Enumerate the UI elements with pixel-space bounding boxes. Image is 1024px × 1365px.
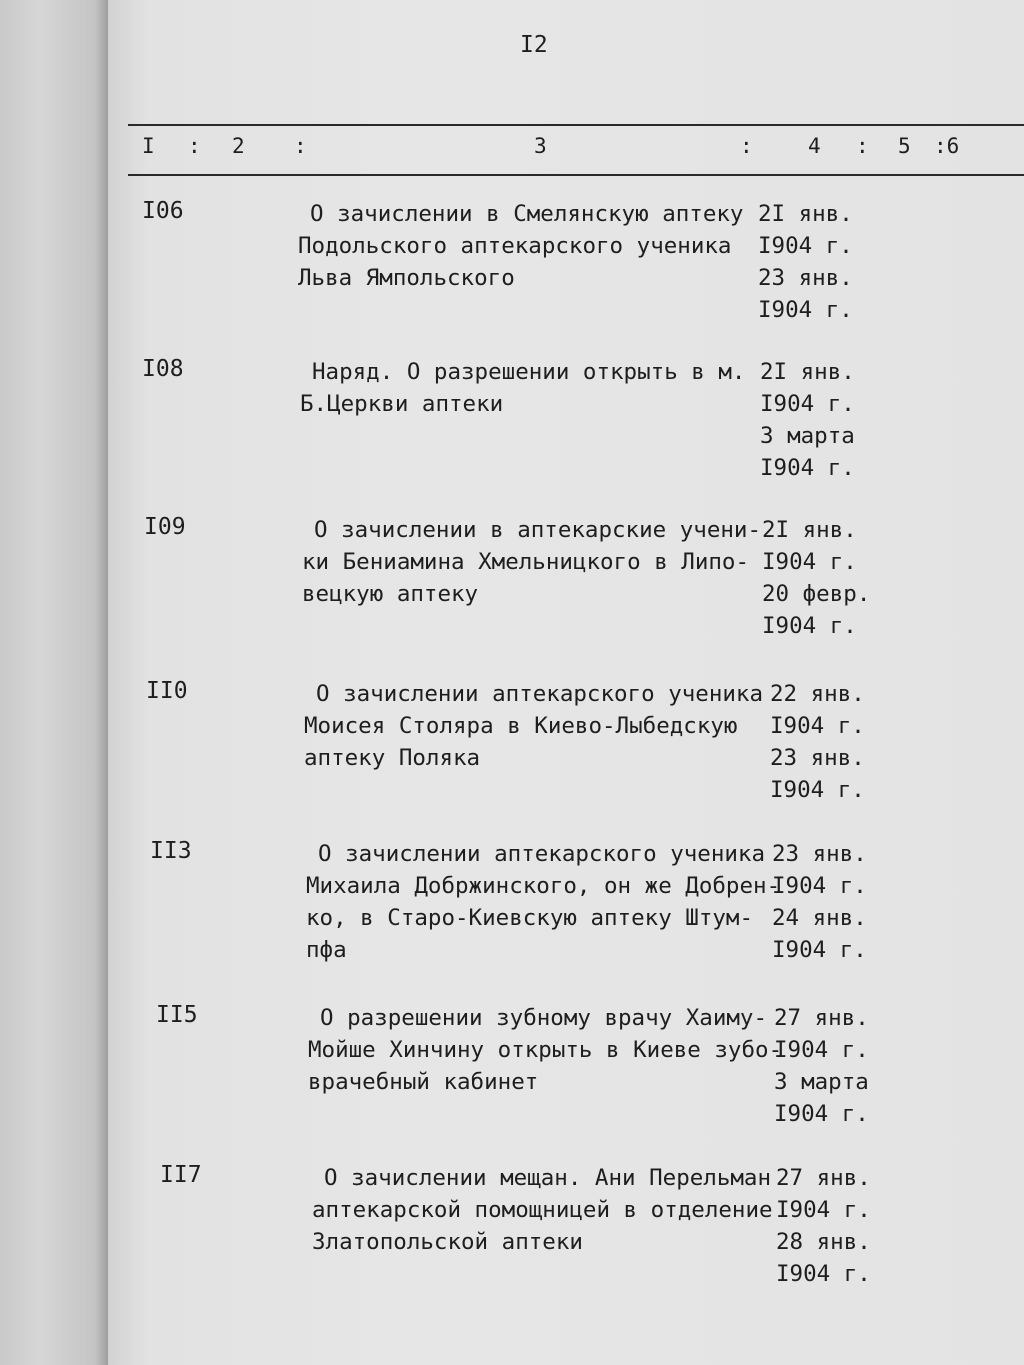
description-line: Моисея Столяра в Киево-Лыбедскую [304, 713, 738, 739]
date-line: 3 марта [760, 423, 855, 449]
date-line: I904 г. [774, 1037, 869, 1063]
entries-list [108, 0, 1024, 1365]
date-line: I904 г. [762, 549, 857, 575]
entry [108, 198, 1024, 358]
description-line: Наряд. О разрешении открыть в м. [312, 359, 746, 385]
date-line: I904 г. [770, 713, 865, 739]
date-line: I904 г. [760, 455, 855, 481]
date-line: 2I янв. [760, 359, 855, 385]
description-line: Михаила Добржинского, он же Добрен- [306, 873, 781, 899]
column-separator: : [188, 134, 201, 158]
description-line: вецкую аптеку [302, 581, 479, 607]
document-page [108, 0, 1024, 1365]
entry-dates [772, 838, 882, 966]
entry-description [304, 678, 764, 774]
date-line: 2I янв. [758, 201, 853, 227]
date-line: 20 февр. [762, 581, 871, 607]
date-line: 2I янв. [762, 517, 857, 543]
column-header-4: 4 [808, 134, 821, 158]
entry-description [308, 1002, 783, 1098]
date-line: I904 г. [776, 1197, 871, 1223]
column-separator: : [856, 134, 869, 158]
entry-number: II5 [156, 1002, 198, 1028]
description-line: аптекарской помощницей в отделение [312, 1197, 773, 1223]
date-line: I904 г. [770, 777, 865, 803]
description-line: Льва Ямпольского [298, 265, 515, 291]
description-line: Б.Церкви аптеки [300, 391, 504, 417]
entry-dates [758, 198, 868, 326]
column-header-1: I [142, 134, 155, 158]
description-line: аптеку Поляка [304, 745, 481, 771]
description-line: Мойше Хинчину открыть в Киеве зубо- [308, 1037, 783, 1063]
description-line: ки Бениамина Хмельницкого в Липо- [302, 549, 750, 575]
entry [108, 1162, 1024, 1322]
column-separator: :6 [934, 134, 960, 158]
date-line: 24 янв. [772, 905, 867, 931]
date-line: I904 г. [758, 297, 853, 323]
entry [108, 356, 1024, 516]
column-header-3: 3 [534, 134, 547, 158]
date-line: 23 янв. [772, 841, 867, 867]
entry-number: II7 [160, 1162, 202, 1188]
column-header-2: 2 [232, 134, 245, 158]
date-line: 28 янв. [776, 1229, 871, 1255]
entry-dates [774, 1002, 884, 1130]
entry-number: I08 [142, 356, 184, 382]
entry [108, 678, 1024, 838]
entry-description [298, 198, 758, 294]
date-line: 23 янв. [770, 745, 865, 771]
description-line: О зачислении аптекарского ученика [318, 841, 766, 867]
column-header-5: 5 [898, 134, 911, 158]
date-line: 3 марта [774, 1069, 869, 1095]
date-line: I904 г. [772, 873, 867, 899]
date-line: 27 янв. [776, 1165, 871, 1191]
entry-description [302, 514, 762, 610]
entry-number: I06 [142, 198, 184, 224]
date-line: I904 г. [774, 1101, 869, 1127]
entry [108, 1002, 1024, 1162]
entry [108, 514, 1024, 674]
page-number: I2 [520, 32, 548, 58]
entry-description [306, 838, 781, 966]
date-line: 27 янв. [774, 1005, 869, 1031]
description-line: Подольского аптекарского ученика [298, 233, 732, 259]
entry [108, 838, 1024, 998]
description-line: Златопольской аптеки [312, 1229, 583, 1255]
description-line: О зачислении в аптекарские учени- [314, 517, 762, 543]
description-line: врачебный кабинет [308, 1069, 539, 1095]
facing-page-edge [0, 0, 105, 1365]
column-separator: : [740, 134, 753, 158]
entry-number: I09 [144, 514, 186, 540]
date-line: I904 г. [776, 1261, 871, 1287]
description-line: пфа [306, 937, 347, 963]
entry-dates [760, 356, 870, 484]
description-line: О разрешении зубному врачу Хаиму- [320, 1005, 768, 1031]
description-line: О зачислении мещан. Ани Перельман [324, 1165, 772, 1191]
entry-number: II0 [146, 678, 188, 704]
date-line: 22 янв. [770, 681, 865, 707]
entry-dates [770, 678, 880, 806]
date-line: I904 г. [760, 391, 855, 417]
description-line: О зачислении аптекарского ученика [316, 681, 764, 707]
date-line: I904 г. [772, 937, 867, 963]
entry-description [300, 356, 760, 420]
description-line: О зачислении в Смелянскую аптеку [310, 201, 744, 227]
entry-dates [762, 514, 872, 642]
date-line: I904 г. [758, 233, 853, 259]
entry-description [312, 1162, 772, 1258]
description-line: ко, в Старо-Киевскую аптеку Штум- [306, 905, 754, 931]
date-line: I904 г. [762, 613, 857, 639]
entry-number: II3 [150, 838, 192, 864]
date-line: 23 янв. [758, 265, 853, 291]
entry-dates [776, 1162, 886, 1290]
column-separator: : [294, 134, 307, 158]
